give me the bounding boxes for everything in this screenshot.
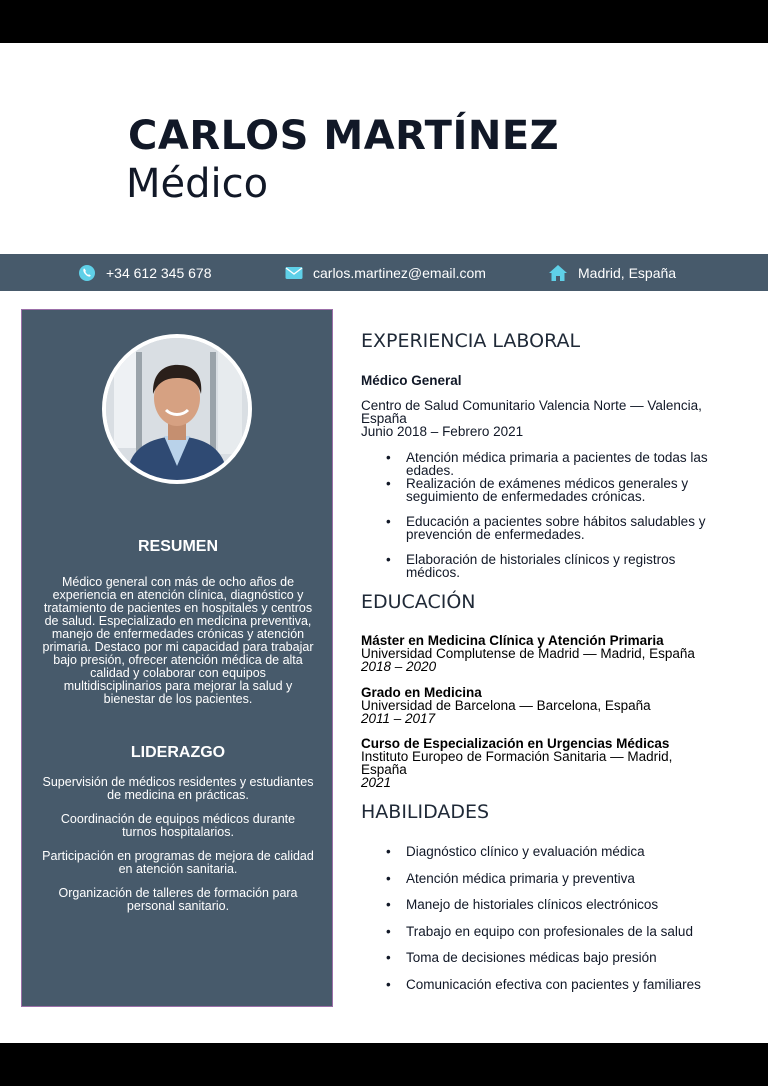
list-item: • Toma de decisiones médicas bajo presión [386,950,657,965]
list-item: • Diagnóstico clínico y evaluación médica [386,844,645,859]
experience-dates: Junio 2018 – Febrero 2021 [361,424,524,439]
contact-phone[interactable] [78,254,212,291]
contact-bar [0,254,768,291]
experience-heading: EXPERIENCIA LABORAL [361,330,581,352]
education-years: 2021 [361,775,392,790]
email-text: carlos.martinez@email.com [313,264,486,281]
contact-email[interactable] [285,254,486,291]
profile-photo [102,334,252,484]
experience-role: Médico General [361,373,462,388]
skills-heading: HABILIDADES [361,801,490,823]
education-school: Universidad Complutense de Madrid — Madrid, España [361,646,695,661]
summary-heading: RESUMEN [137,538,218,555]
education-degree: Máster en Medicina Clínica y Atención Primaria [361,633,664,648]
envelope-icon [285,266,303,280]
list-item: • Elaboración de historiales clínicos y registros médicos. [386,552,676,580]
resume-page [0,43,768,1043]
education-school: Universidad de Barcelona — Barcelona, España [361,698,651,713]
list-item: • Manejo de historiales clínicos electrónicos [386,897,659,912]
leadership-item: Participación en programas de mejora de calidad en atención sanitaria. [42,849,314,876]
list-item: • Realización de exámenes médicos generales y seguimiento de enfermedades crónicas. [386,476,689,504]
leadership-item: Coordinación de equipos médicos durante turnos hospitalarios. [60,812,296,839]
home-icon [548,264,568,282]
education-degree: Grado en Medicina [361,685,482,700]
list-item: • Atención médica primaria y preventiva [386,870,635,886]
phone-text: +34 612 345 678 [106,264,212,281]
candidate-name: CARLOS MARTÍNEZ [128,113,560,159]
list-item: • Atención médica primaria a pacientes de todas las edades. [386,450,708,478]
education-item [361,737,731,789]
sidebar [21,309,333,1007]
list-item: • Educación a pacientes sobre hábitos saludables y prevención de enfermedades. [386,514,706,542]
education-years: 2018 – 2020 [361,659,437,674]
leadership-item: Organización de talleres de formación para personal sanitario. [58,886,298,913]
location-text: Madrid, España [578,264,677,281]
leadership-list [42,776,314,924]
experience-bullets [386,451,726,579]
education-item [361,634,731,673]
contact-location [548,254,676,291]
skills-list [386,845,726,991]
education-years: 2011 – 2017 [361,711,436,726]
education-heading: EDUCACIÓN [361,591,476,613]
candidate-title: Médico [126,161,269,207]
leadership-item: Supervisión de médicos residentes y estudiantes de medicina en prácticas. [42,775,314,802]
experience-place: Centro de Salud Comunitario Valencia Norte — Valencia, España [361,398,702,426]
education-degree: Curso de Especialización en Urgencias Médicas [361,736,670,751]
education-item [361,686,731,725]
phone-icon [78,264,96,282]
education-school: Instituto Europeo de Formación Sanitaria — Madrid, España [361,749,673,777]
leadership-heading: LIDERAZGO [130,744,226,761]
list-item: • Trabajo en equipo con profesionales de la salud [386,923,693,939]
summary-text: Médico general con más de ocho años de experiencia en atención clínica, diagnóstico y tratamiento de pacientes en hospitales y centros de salud. Especializado en medicina preventiva, manejo de enfermedades crónicas y atención primaria. Destaco por mi capacidad para trabajar bajo presión, ofrecer atención médica de alta calidad y colaborar con equipos multidisciplinarios para mejorar la salud y bienestar de los pacientes. [42,575,314,706]
list-item: • Comunicación efectiva con pacientes y familiares [386,976,701,992]
